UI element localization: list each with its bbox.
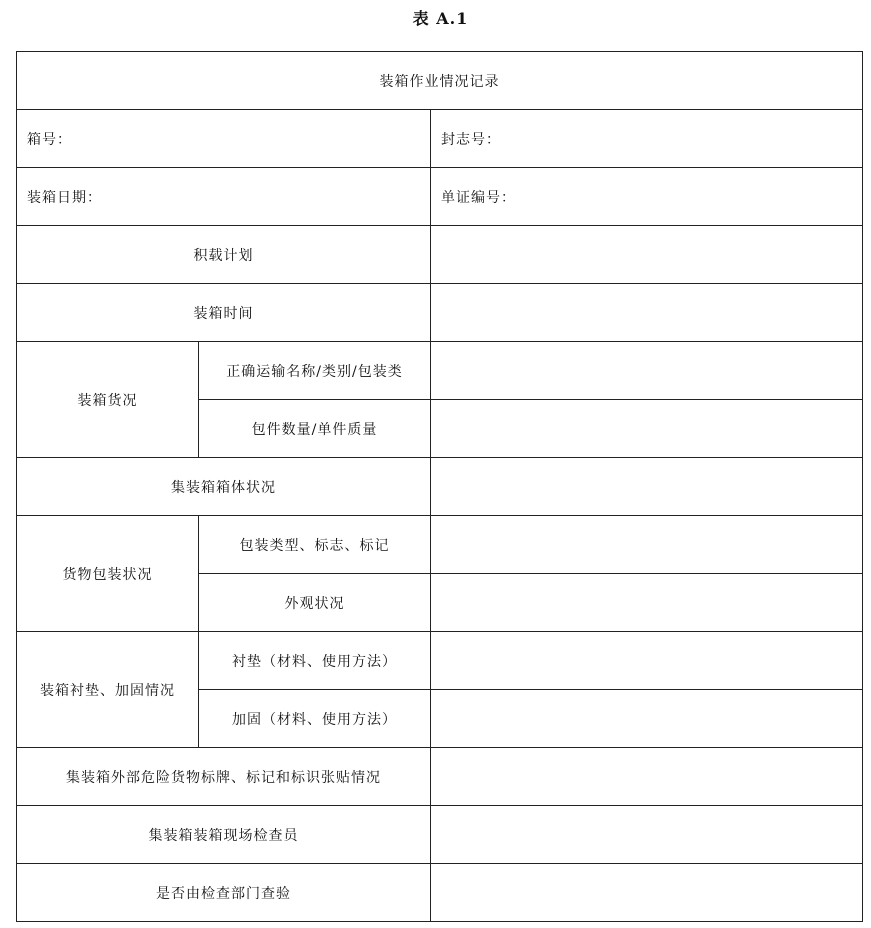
container-body-value bbox=[431, 458, 863, 516]
cargo-quantity-label: 包件数量/单件质量 bbox=[199, 400, 431, 458]
stowage-plan-value bbox=[431, 226, 863, 284]
dunnage-value bbox=[431, 632, 863, 690]
cargo-shipping-name-value bbox=[431, 342, 863, 400]
table-row bbox=[17, 864, 863, 922]
dunnage-label: 衬垫（材料、使用方法） bbox=[199, 632, 431, 690]
cargo-status-label: 装箱货况 bbox=[17, 342, 199, 458]
inspected-by-dept-label: 是否由检查部门查验 bbox=[17, 864, 431, 922]
container-no-field: 箱号： bbox=[17, 110, 431, 168]
table-row bbox=[17, 516, 863, 574]
packaging-type-value bbox=[431, 516, 863, 574]
table-caption: 表 A.1 bbox=[412, 9, 469, 28]
inspector-label: 集装箱装箱现场检查员 bbox=[17, 806, 431, 864]
packing-time-label: 装箱时间 bbox=[17, 284, 431, 342]
table-row bbox=[17, 632, 863, 690]
seal-no-field: 封志号： bbox=[431, 110, 863, 168]
placards-label: 集装箱外部危险货物标牌、标记和标识张贴情况 bbox=[17, 748, 431, 806]
inspector-value bbox=[431, 806, 863, 864]
dunnage-securing-label: 装箱衬垫、加固情况 bbox=[17, 632, 199, 748]
table-row bbox=[17, 168, 863, 226]
securing-label: 加固（材料、使用方法） bbox=[199, 690, 431, 748]
cargo-quantity-value bbox=[431, 400, 863, 458]
stowage-plan-label: 积载计划 bbox=[17, 226, 431, 284]
packing-time-value bbox=[431, 284, 863, 342]
packaging-type-label: 包装类型、标志、标记 bbox=[199, 516, 431, 574]
table-row bbox=[17, 342, 863, 400]
cargo-shipping-name-label: 正确运输名称/类别/包装类 bbox=[199, 342, 431, 400]
packaging-status-label: 货物包装状况 bbox=[17, 516, 199, 632]
securing-value bbox=[431, 690, 863, 748]
packing-date-field: 装箱日期： bbox=[17, 168, 431, 226]
inspected-by-dept-value bbox=[431, 864, 863, 922]
table-row bbox=[17, 284, 863, 342]
container-body-label: 集装箱箱体状况 bbox=[17, 458, 431, 516]
table-row bbox=[17, 806, 863, 864]
table-row bbox=[17, 226, 863, 284]
table-row bbox=[17, 110, 863, 168]
table-row bbox=[17, 748, 863, 806]
table-row bbox=[17, 52, 863, 110]
appearance-label: 外观状况 bbox=[199, 574, 431, 632]
document-no-field: 单证编号： bbox=[431, 168, 863, 226]
table-title: 装箱作业情况记录 bbox=[17, 52, 863, 110]
placards-value bbox=[431, 748, 863, 806]
table-row bbox=[17, 458, 863, 516]
packing-record-table bbox=[16, 51, 863, 922]
appearance-value bbox=[431, 574, 863, 632]
